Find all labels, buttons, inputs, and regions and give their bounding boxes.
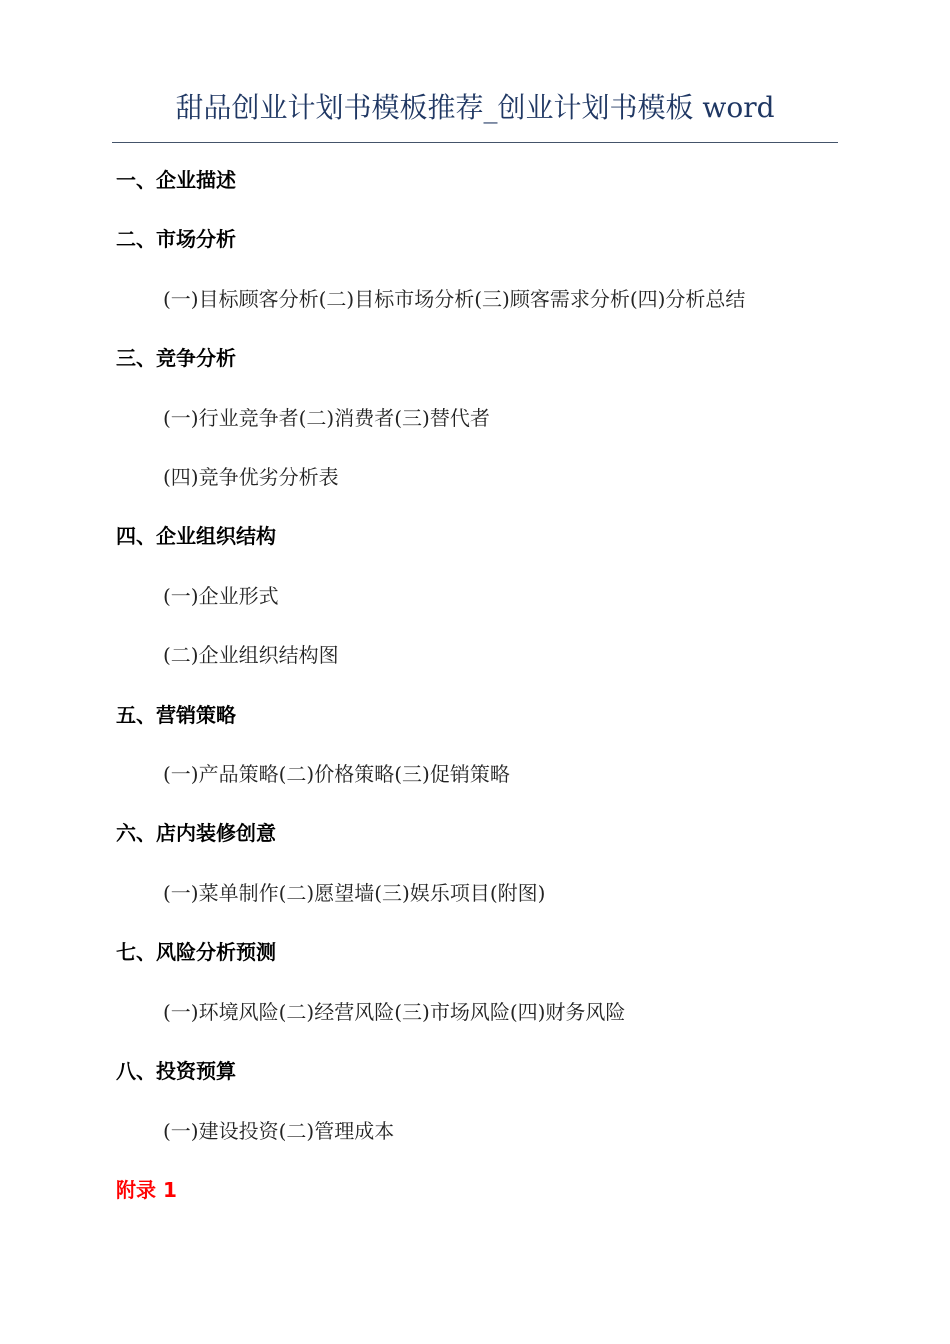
subsection-line: (一)产品策略(二)价格策略(三)促销策略 xyxy=(163,762,510,786)
section-heading-8: 八、投资预算 xyxy=(116,1059,236,1083)
section-heading-4: 四、企业组织结构 xyxy=(116,524,276,548)
title-divider xyxy=(112,142,838,143)
section-heading-6: 六、店内装修创意 xyxy=(116,821,276,845)
subsection-line: (一)建设投资(二)管理成本 xyxy=(163,1119,395,1143)
subsection-line: (一)目标顾客分析(二)目标市场分析(三)顾客需求分析(四)分析总结 xyxy=(163,287,746,311)
subsection-line: (一)行业竞争者(二)消费者(三)替代者 xyxy=(163,406,490,430)
section-heading-5: 五、营销策略 xyxy=(116,703,236,727)
section-heading-3: 三、竞争分析 xyxy=(116,346,236,370)
subsection-line: (四)竞争优劣分析表 xyxy=(163,465,339,489)
subsection-line: (一)环境风险(二)经营风险(三)市场风险(四)财务风险 xyxy=(163,1000,626,1024)
section-heading-2: 二、市场分析 xyxy=(116,227,236,251)
subsection-line: (一)企业形式 xyxy=(163,584,279,608)
section-heading-7: 七、风险分析预测 xyxy=(116,940,276,964)
section-heading-1: 一、企业描述 xyxy=(116,168,236,192)
appendix-heading: 附录 1 xyxy=(116,1178,177,1202)
document-title: 甜品创业计划书模板推荐_创业计划书模板 word xyxy=(175,91,775,124)
subsection-line: (二)企业组织结构图 xyxy=(163,643,339,667)
subsection-line: (一)菜单制作(二)愿望墙(三)娱乐项目(附图) xyxy=(163,881,546,905)
